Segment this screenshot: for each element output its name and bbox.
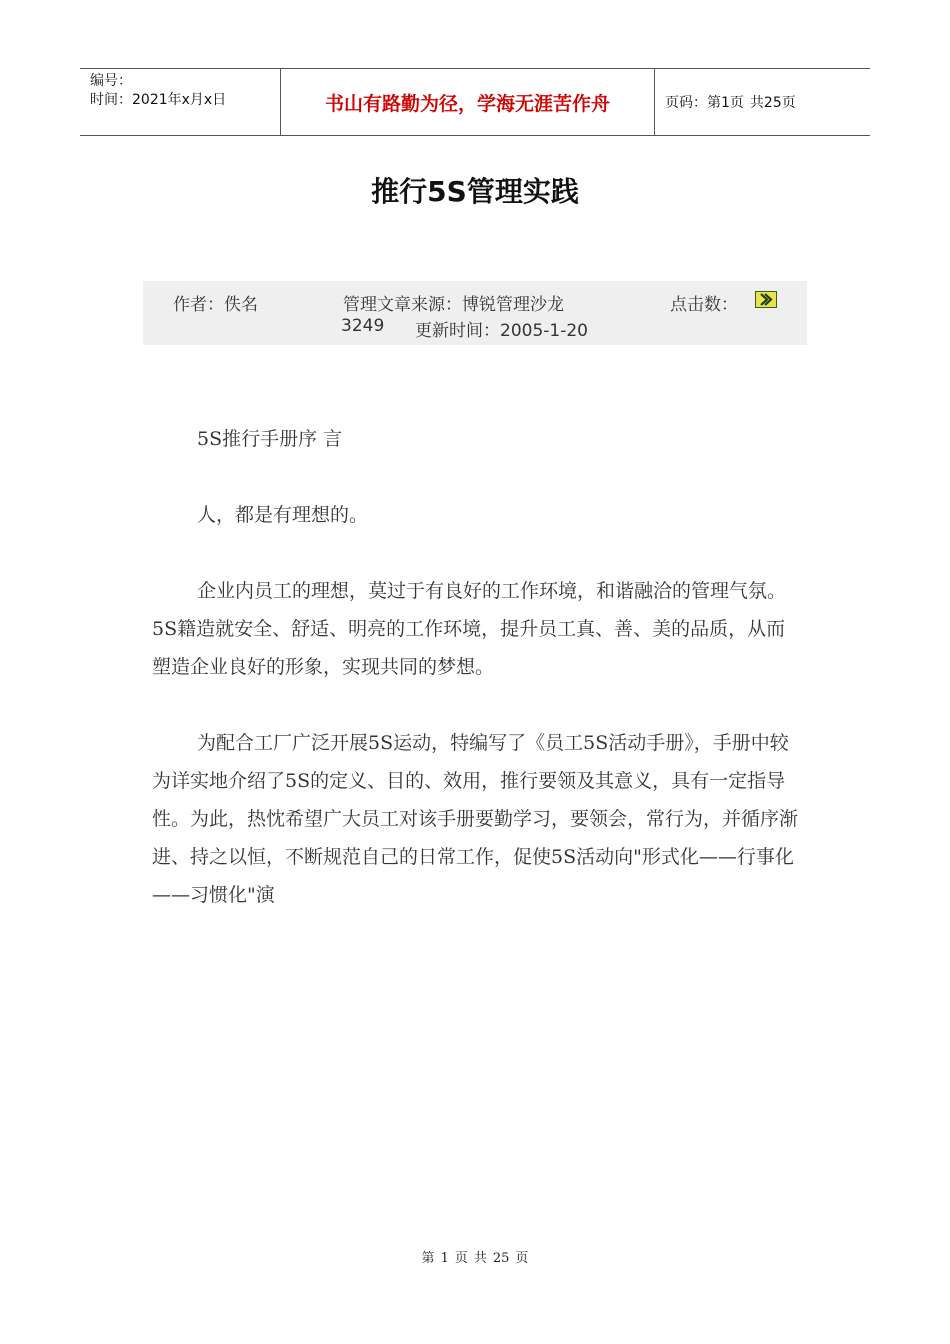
paragraph: 5S推行手册序 言	[197, 428, 343, 450]
document-number: 编号：	[90, 73, 132, 89]
paragraph: 为配合工厂广泛开展5S运动，特编写了《员工5S活动手册》，手册中较为详实地介绍了5S的定义、目的、效用，推行要领及其意义，具有一定指导性。为此，热忱希望广大员工对该手册要勤学习，要领会，常行为，并循序渐进、持之以恒，不断规范自己的日常工作，促使5S活动向"形式化——行事化——习惯化"演	[152, 732, 799, 906]
document-date: 时间：2021年x月x日	[90, 92, 227, 108]
footer-page-prefix: 第	[421, 1251, 435, 1266]
footer-total-number: 25	[492, 1251, 510, 1266]
footer-total-suffix: 页	[515, 1251, 529, 1266]
header-left-cell	[80, 69, 281, 135]
page-footer	[0, 1247, 950, 1266]
page-title: 推行5S管理实践	[371, 175, 579, 208]
footer-total-prefix: 共	[473, 1251, 487, 1266]
footer-page-suffix: 页	[454, 1251, 468, 1266]
article-author: 作者：佚名	[173, 295, 258, 315]
article-source: 管理文章来源：博锐管理沙龙	[343, 295, 564, 315]
footer-page-number: 1	[440, 1251, 449, 1266]
paragraph: 企业内员工的理想，莫过于有良好的工作环境，和谐融洽的管理气氛。5S籍造就安全、舒适、明亮的工作环境，提升员工真、善、美的品质，从而塑造企业良好的形象，实现共同的梦想。	[152, 580, 787, 678]
header-table	[80, 68, 870, 136]
header-page-info	[655, 69, 870, 135]
article-updated-time: 更新时间：2005-1-20	[415, 321, 588, 341]
paragraph: 人，都是有理想的。	[197, 504, 369, 526]
article-body	[152, 420, 800, 952]
arrow-icon	[755, 291, 777, 308]
article-clicks-label: 点击数：	[670, 295, 738, 315]
header-motto: 书山有路勤为径，学海无涯苦作舟	[281, 69, 655, 135]
header-page-label: 页码：第1页	[665, 95, 744, 111]
article-clicks-count: 3249	[341, 316, 385, 336]
header-total-label: 共25页	[749, 95, 796, 111]
article-info-box	[143, 281, 807, 345]
